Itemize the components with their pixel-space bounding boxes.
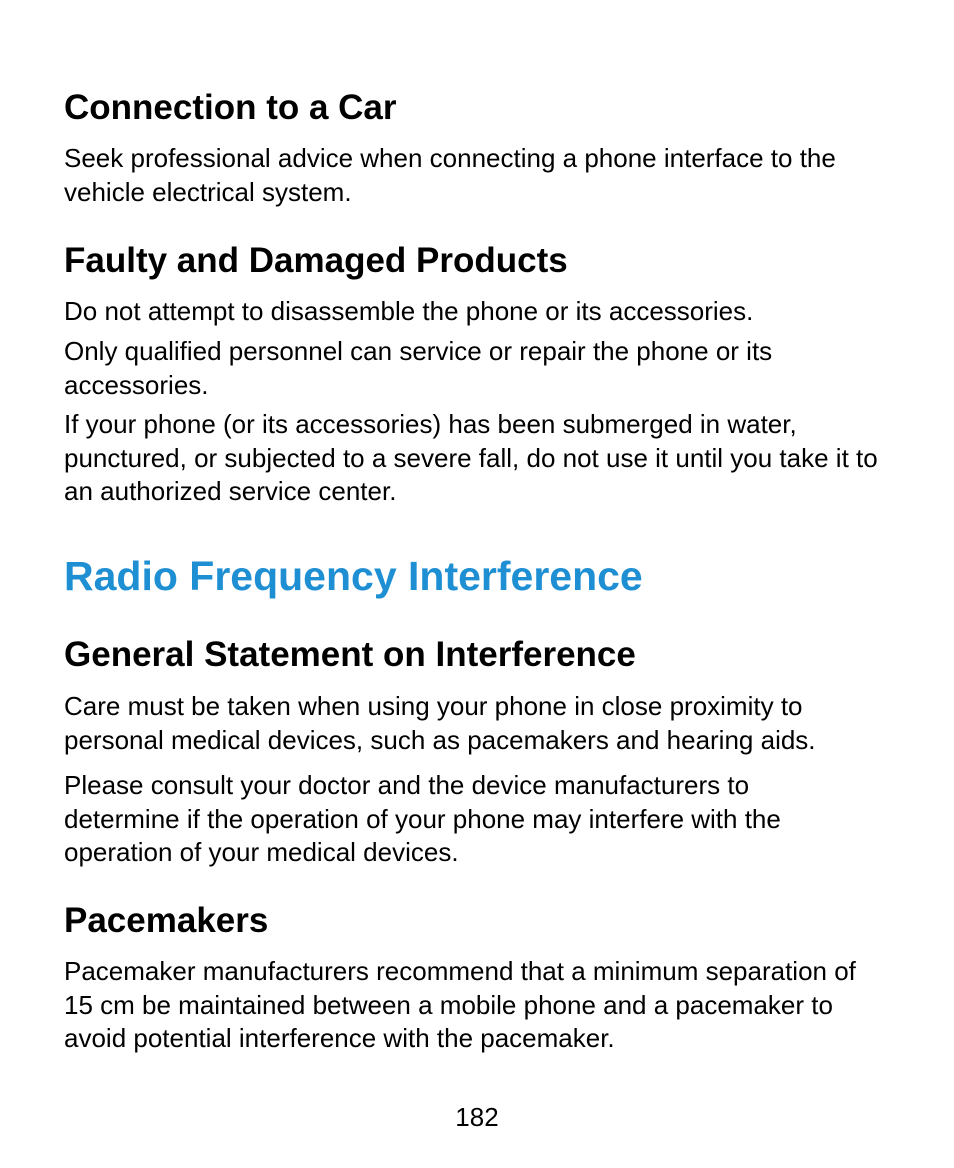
section-title-radio-frequency-interference: Radio Frequency Interference: [64, 553, 643, 599]
paragraph-faulty-disassemble: Do not attempt to disassemble the phone or its accessories.: [64, 296, 754, 326]
heading-general-statement: General Statement on Interference: [64, 635, 636, 674]
heading-faulty-damaged-products: Faulty and Damaged Products: [64, 241, 568, 280]
paragraph-faulty-submerged: If your phone (or its accessories) has been submerged in water, punctured, or subjected to a severe fall, do not use it until you take it to an authorized service center.: [64, 409, 878, 506]
paragraph-general-care: Care must be taken when using your phone in close proximity to personal medical devices, such as pacemakers and hearing aids.: [64, 691, 816, 755]
paragraph-general-consult: Please consult your doctor and the device manufacturers to determine if the operation of your phone may interfere with the operation of your medical devices.: [64, 770, 781, 867]
paragraph-faulty-qualified: Only qualified personnel can service or repair the phone or its accessories.: [64, 336, 773, 400]
paragraph-pacemakers: Pacemaker manufacturers recommend that a minimum separation of 15 cm be maintained between a mobile phone and a pacemaker to avoid potential interference with the pacemaker.: [64, 956, 856, 1053]
heading-pacemakers: Pacemakers: [64, 901, 269, 940]
heading-connection-to-a-car: Connection to a Car: [64, 88, 397, 127]
page-number: 182: [455, 1102, 499, 1132]
paragraph-car-advice: Seek professional advice when connecting a phone interface to the vehicle electrical system.: [64, 143, 836, 207]
